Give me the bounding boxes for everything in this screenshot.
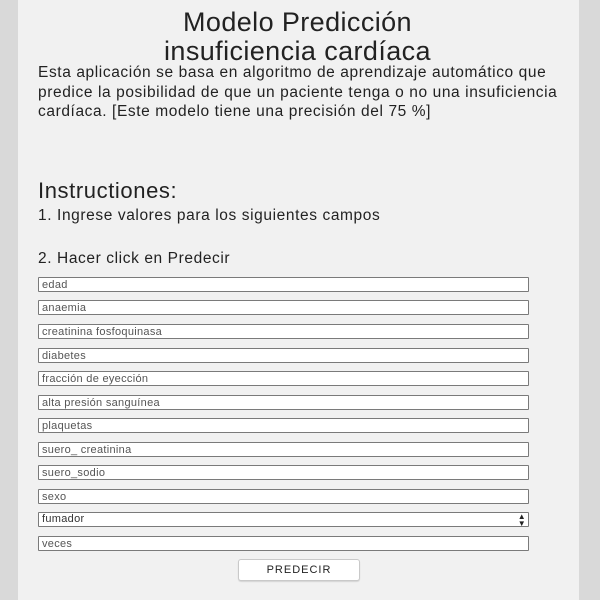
- page-title-line-1: Modelo Predicción: [183, 7, 412, 37]
- fumador-select[interactable]: [38, 512, 529, 527]
- predecir-button[interactable]: PREDECIR: [238, 559, 360, 581]
- instructions-heading: Instructiones:: [38, 178, 178, 203]
- fumador-select-value: fumador: [42, 513, 85, 525]
- alta-presion-sanguinea-input[interactable]: [38, 395, 529, 410]
- anaemia-input[interactable]: [38, 300, 529, 315]
- edad-input[interactable]: [38, 277, 529, 292]
- veces-input[interactable]: [38, 536, 529, 551]
- suero-sodio-input[interactable]: [38, 465, 529, 480]
- fraccion-eyeccion-input[interactable]: [38, 371, 529, 386]
- main-panel: [18, 0, 579, 600]
- page-title: [40, 8, 555, 66]
- select-arrows-icon: ▲ ▼: [517, 511, 526, 528]
- suero-creatinina-input[interactable]: [38, 442, 529, 457]
- plaquetas-input[interactable]: [38, 418, 529, 433]
- instruction-step-1: 1. Ingrese valores para los siguientes campos: [38, 207, 381, 224]
- page-title-line-2: insuficiencia cardíaca: [164, 36, 431, 66]
- creatinina-fosfoquinasa-input[interactable]: [38, 324, 529, 339]
- diabetes-input[interactable]: [38, 348, 529, 363]
- instruction-step-2: 2. Hacer click en Predecir: [38, 250, 231, 267]
- app-description: Esta aplicación se basa en algoritmo de aprendizaje automático que predice la posibilidad de que un paciente tenga o no una insuficiencia cardíaca. [Este modelo tiene una precisión del 75 %]: [38, 64, 558, 120]
- sexo-input[interactable]: [38, 489, 529, 504]
